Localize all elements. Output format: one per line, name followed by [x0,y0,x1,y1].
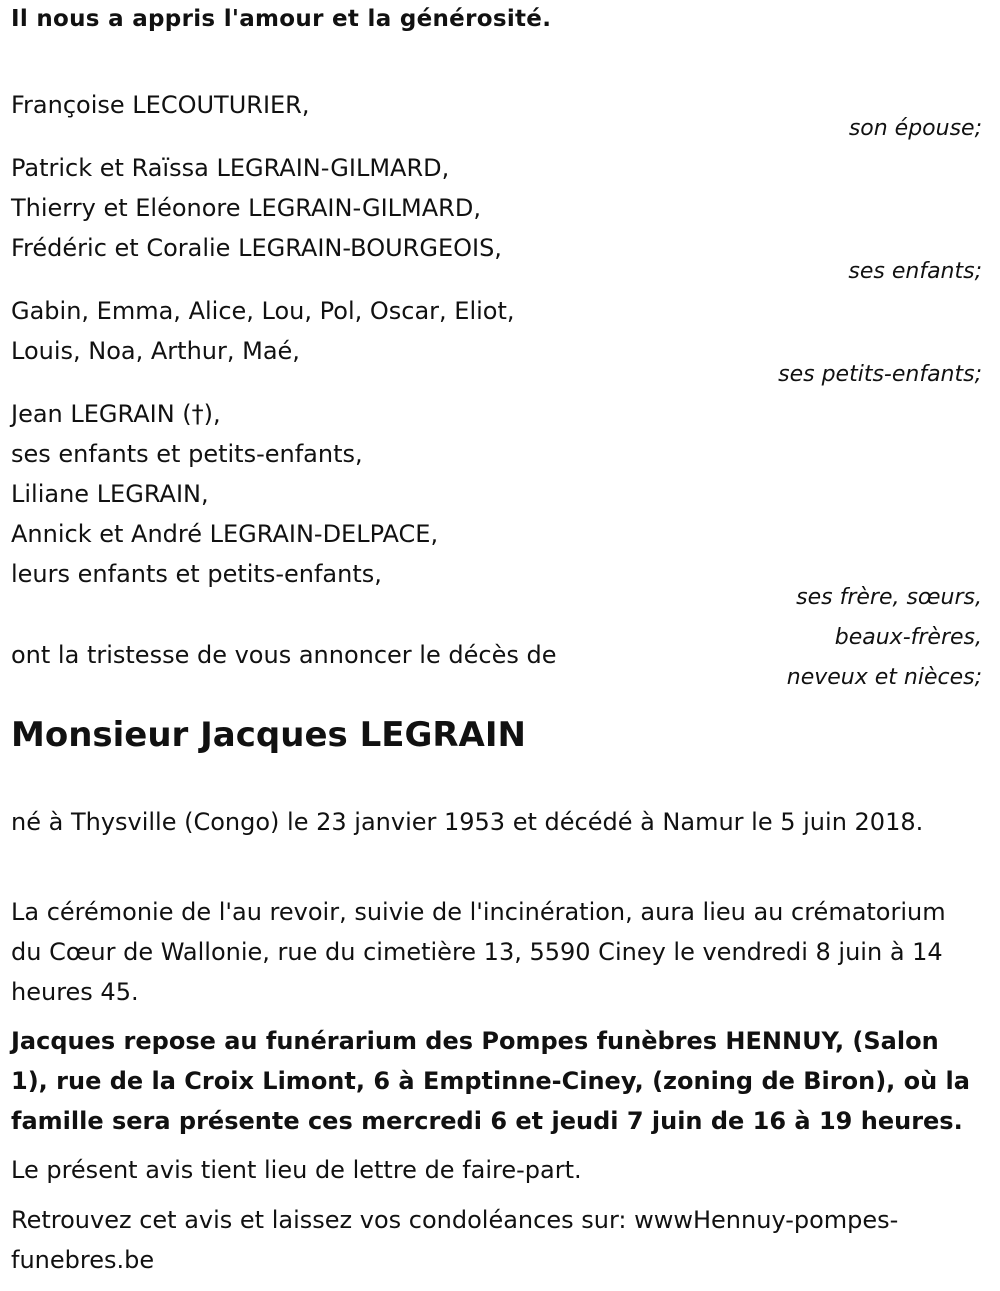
relation-label: ses petits-enfants; [778,362,982,387]
family-line: Liliane LEGRAIN, [11,480,209,508]
family-line: Annick et André LEGRAIN-DELPACE, [11,520,439,548]
announcement-line: ont la tristesse de vous annoncer le décès de [11,641,557,669]
deceased-name: Monsieur Jacques LEGRAIN [11,715,526,755]
motto: Il nous a appris l'amour et la générosité. [11,6,552,32]
ceremony-paragraph: La cérémonie de l'au revoir, suivie de l'incinération, aura lieu au crématorium du Cœur de Wallonie, rue du cimetière 13, 5590 Ciney le vendredi 8 juin à 14 heures 45. [11,898,946,1006]
family-line: leurs enfants et petits-enfants, [11,560,382,588]
relation-label: ses enfants; [848,259,982,284]
family-line: Frédéric et Coralie LEGRAIN-BOURGEOIS, [11,234,502,262]
condolences-paragraph: Retrouvez cet avis et laissez vos condoléances sur: wwwHennuy-pompes-funebres.be [11,1206,899,1274]
family-line: Thierry et Eléonore LEGRAIN-GILMARD, [11,194,481,222]
funerarium-paragraph: Jacques repose au funérarium des Pompes funèbres HENNUY, (Salon 1), rue de la Croix Limont, 6 à Emptinne-Ciney, (zoning de Biron), où la famille sera présente ces mercredi 6 et jeudi 7 juin de 16 à 19 heures. [11,1027,970,1135]
relation-label: beaux-frères, [834,625,982,650]
family-line: Françoise LECOUTURIER, [11,91,310,119]
family-line: Patrick et Raïssa LEGRAIN-GILMARD, [11,154,450,182]
family-line: Louis, Noa, Arthur, Maé, [11,337,300,365]
relation-label: ses frère, sœurs, [796,585,982,610]
family-line: Gabin, Emma, Alice, Lou, Pol, Oscar, Eliot, [11,297,515,325]
family-line: Jean LEGRAIN (†), [11,400,221,428]
notice-paragraph: Le présent avis tient lieu de lettre de faire-part. [11,1156,582,1184]
relation-label: neveux et nièces; [786,665,982,690]
relation-label: son épouse; [848,116,982,141]
birth-death-paragraph: né à Thysville (Congo) le 23 janvier 1953 et décédé à Namur le 5 juin 2018. [11,808,924,836]
family-line: ses enfants et petits-enfants, [11,440,363,468]
